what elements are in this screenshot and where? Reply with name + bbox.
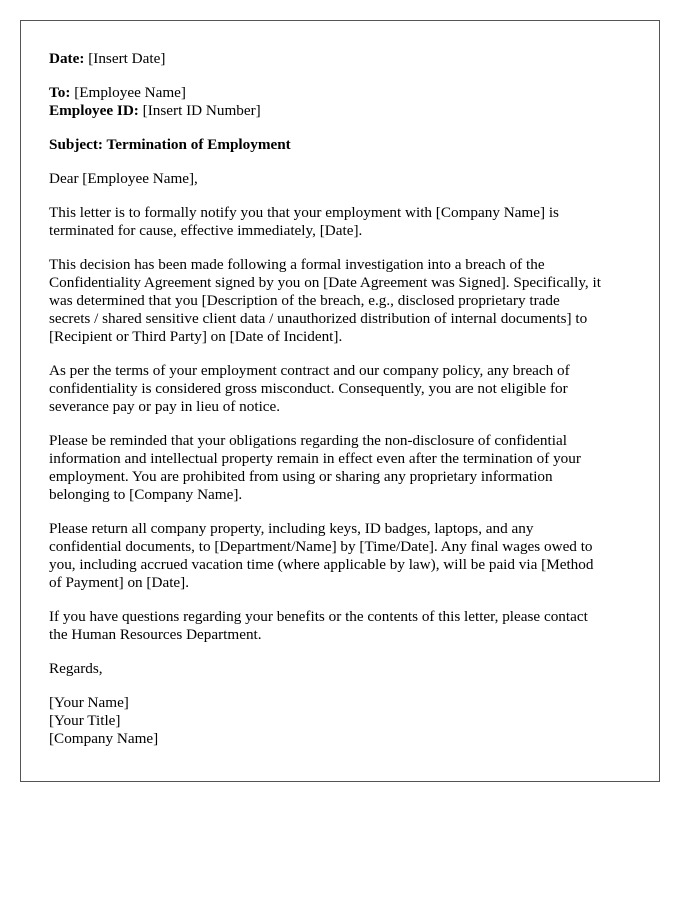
paragraph-line: of Payment] on [Date]. — [49, 574, 190, 591]
paragraph-line: If you have questions regarding your benefits or the contents of this letter, please contact — [49, 608, 588, 625]
paragraph-line: you, including accrued vacation time (where applicable by law), will be paid via [Method — [49, 556, 594, 573]
paragraph-line: was determined that you [Description of the breach, e.g., disclosed proprietary trade — [49, 292, 560, 309]
date-line — [49, 50, 631, 68]
recipient-block — [49, 84, 631, 120]
employee-id-value: [Insert ID Number] — [142, 102, 261, 119]
paragraph-line: This decision has been made following a formal investigation into a breach of the — [49, 256, 545, 273]
date-label: Date: — [49, 50, 85, 67]
paragraph-return-property — [49, 520, 631, 592]
employee-id-label: Employee ID: — [49, 102, 139, 119]
paragraph-line: employment. You are prohibited from using or sharing any proprietary information — [49, 468, 553, 485]
paragraph-line: information and intellectual property remain in effect even after the termination of your — [49, 450, 581, 467]
paragraph-line: the Human Resources Department. — [49, 626, 262, 643]
signature-company: [Company Name] — [49, 730, 159, 747]
paragraph-line: confidential documents, to [Department/Name] by [Time/Date]. Any final wages owed to — [49, 538, 593, 555]
date-value: [Insert Date] — [88, 50, 166, 67]
paragraph-line: secrets / shared sensitive client data / unauthorized distribution of internal documents] to — [49, 310, 588, 327]
paragraph-notification — [49, 204, 631, 240]
paragraph-line: This letter is to formally notify you that your employment with [Company Name] is — [49, 204, 559, 221]
paragraph-line: Please return all company property, including keys, ID badges, laptops, and any — [49, 520, 534, 537]
paragraph-misconduct — [49, 362, 631, 416]
paragraph-line: As per the terms of your employment contract and our company policy, any breach of — [49, 362, 570, 379]
paragraph-obligations — [49, 432, 631, 504]
paragraph-contact — [49, 608, 631, 644]
salutation: Dear [Employee Name], — [49, 170, 198, 187]
to-value: [Employee Name] — [74, 84, 186, 101]
paragraph-line: Please be reminded that your obligations regarding the non-disclosure of confidential — [49, 432, 567, 449]
signature-name: [Your Name] — [49, 694, 129, 711]
paragraph-line: terminated for cause, effective immediately, [Date]. — [49, 222, 363, 239]
paragraph-line: Confidentiality Agreement signed by you on [Date Agreement was Signed]. Specifically, it — [49, 274, 601, 291]
closing: Regards, — [49, 660, 103, 677]
subject-line: Subject: Termination of Employment — [49, 136, 291, 153]
signature-block — [49, 694, 631, 748]
paragraph-line: belonging to [Company Name]. — [49, 486, 243, 503]
letter-document — [20, 20, 660, 782]
paragraph-line: severance pay or pay in lieu of notice. — [49, 398, 281, 415]
paragraph-line: confidentiality is considered gross misconduct. Consequently, you are not eligible for — [49, 380, 568, 397]
paragraph-breach-details — [49, 256, 631, 346]
to-label: To: — [49, 84, 71, 101]
signature-title: [Your Title] — [49, 712, 121, 729]
paragraph-line: [Recipient or Third Party] on [Date of Incident]. — [49, 328, 343, 345]
